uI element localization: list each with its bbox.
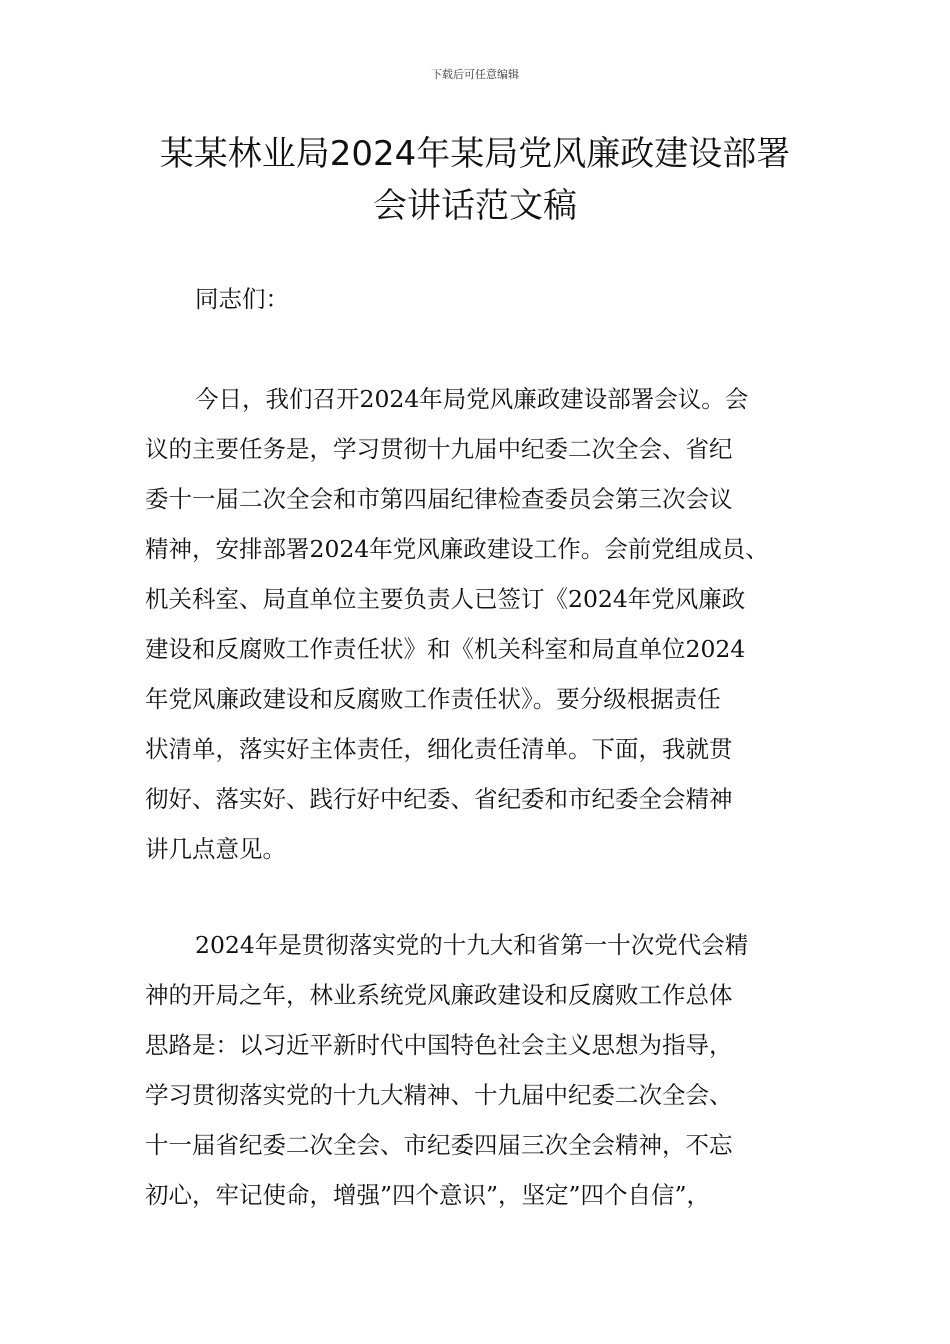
greeting-text: 同志们： [195, 285, 289, 313]
paragraph-line: 学习贯彻落实党的十九大精神、十九届中纪委二次全会、 [145, 1081, 733, 1109]
paragraph-2 [145, 920, 813, 1220]
document-title [120, 128, 830, 232]
paragraph-line: 建设和反腐败工作责任状》和《机关科室和局直单位2024 [145, 635, 746, 663]
paragraph-line: 2024年是贯彻落实党的十九大和省第一十次党代会精 [195, 931, 749, 959]
paragraph-line: 精神，安排部署2024年党风廉政建设工作。会前党组成员、 [145, 535, 769, 563]
paragraph-line: 机关科室、局直单位主要负责人已签订《2024年党风廉政 [145, 585, 746, 613]
title-line: 会讲话范文稿 [373, 186, 577, 226]
paragraph-1 [145, 374, 813, 874]
paragraph-line: 十一届省纪委二次全会、市纪委四届三次全会精神，不忘 [145, 1131, 733, 1159]
paragraph-line: 思路是：以习近平新时代中国特色社会主义思想为指导， [145, 1031, 733, 1059]
paragraph-line: 状清单，落实好主体责任，细化责任清单。下面，我就贯 [145, 735, 733, 763]
paragraph-line: 年党风廉政建设和反腐败工作责任状》。要分级根据责任 [145, 685, 721, 713]
paragraph-line: 委十一届二次全会和市第四届纪律检查委员会第三次会议 [145, 485, 733, 513]
paragraph-line: 彻好、落实好、践行好中纪委、省纪委和市纪委全会精神 [145, 785, 733, 813]
greeting [145, 274, 813, 324]
paragraph-line: 讲几点意见。 [145, 835, 286, 863]
title-line: 某某林业局2024年某局党风廉政建设部署 [159, 134, 791, 174]
paragraph-line: 神的开局之年，林业系统党风廉政建设和反腐败工作总体 [145, 981, 733, 1009]
paragraph-line: 议的主要任务是，学习贯彻十九届中纪委二次全会、省纪 [145, 435, 733, 463]
paragraph-line: 今日，我们召开2024年局党风廉政建设部署会议。会 [195, 385, 749, 413]
header-note: 下载后可任意编辑 [431, 68, 519, 81]
paragraph-line: 初心，牢记使命，增强”四个意识”，坚定”四个自信”， [145, 1181, 711, 1209]
